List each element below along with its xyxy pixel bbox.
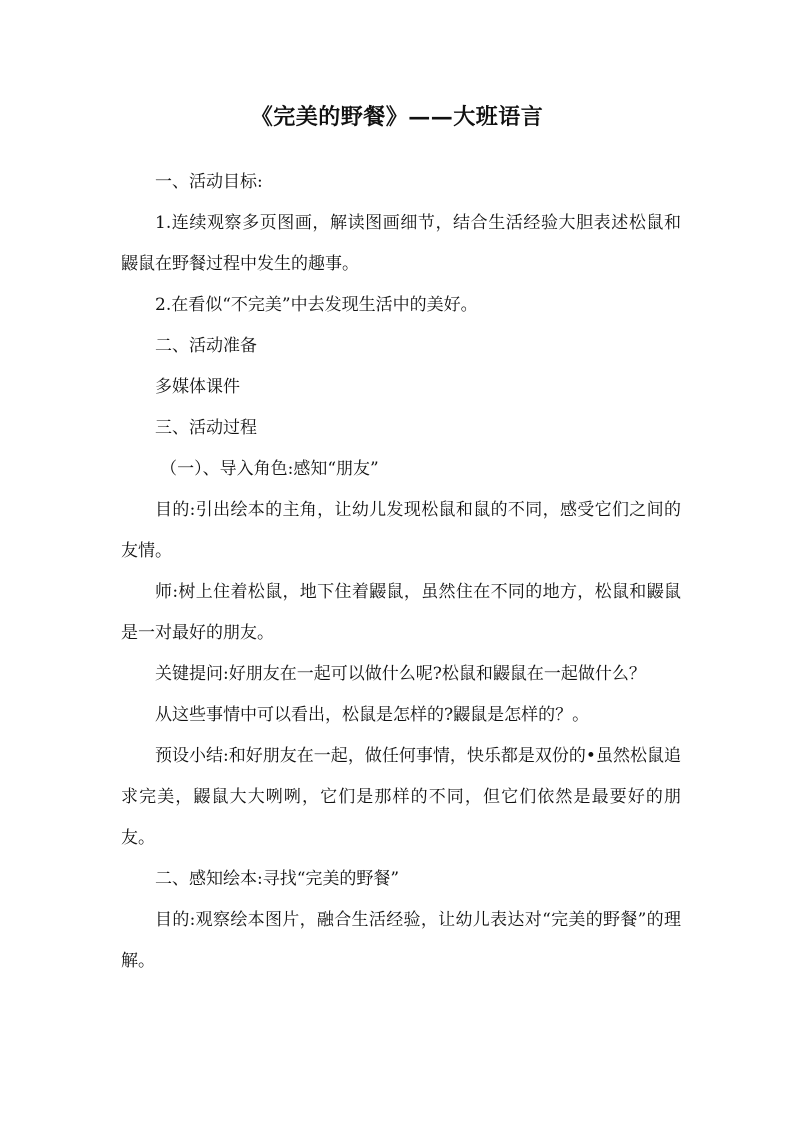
subsection-heading-perceive: 二、感知绘本:寻找“完美的野餐”: [155, 869, 400, 889]
preparation-item: 多媒体课件: [155, 377, 240, 397]
paragraph-purpose-2: 目的:观察绘本图片，融合生活经验，让幼儿表达对“完美的野餐”的理解。: [121, 910, 681, 971]
section-heading-preparation: 二、活动准备: [155, 336, 257, 356]
paragraph-summary: 预设小结:和好朋友在一起，做任何事情，快乐都是双份的•虽然松鼠追求完美，鼹鼠大大咧咧，它们是那样的不同，但它们依然是最要好的朋友。: [121, 746, 681, 848]
goal-item-1: 1.连续观察多页图画，解读图画细节，结合生活经验大胆表述松鼠和鼹鼠在野餐过程中发生的趣事。: [121, 213, 681, 274]
paragraph-teacher: 师:树上住着松鼠，地下住着鼹鼠，虽然住在不同的地方，松鼠和鼹鼠是一对最好的朋友。: [121, 582, 681, 643]
paragraph-purpose-1: 目的:引出绘本的主角，让幼儿发现松鼠和鼠的不同，感受它们之间的友情。: [121, 500, 681, 561]
document-title: 《完美的野餐》——大班语言: [250, 104, 544, 130]
paragraph-key-question: 关键提问:好朋友在一起可以做什么呢?松鼠和鼹鼠在一起做什么？: [155, 664, 646, 684]
paragraph-observation: 从这些事情中可以看出，松鼠是怎样的?鼹鼠是怎样的？。: [155, 705, 590, 725]
goal-item-2: 2.在看似“不完美”中去发现生活中的美好。: [155, 295, 478, 315]
document-body: [121, 162, 681, 982]
section-heading-goals: 一、活动目标:: [155, 172, 263, 192]
section-heading-process: 三、活动过程: [155, 418, 257, 438]
subsection-heading-intro: （一）、导入角色:感知“朋友”: [160, 459, 379, 479]
